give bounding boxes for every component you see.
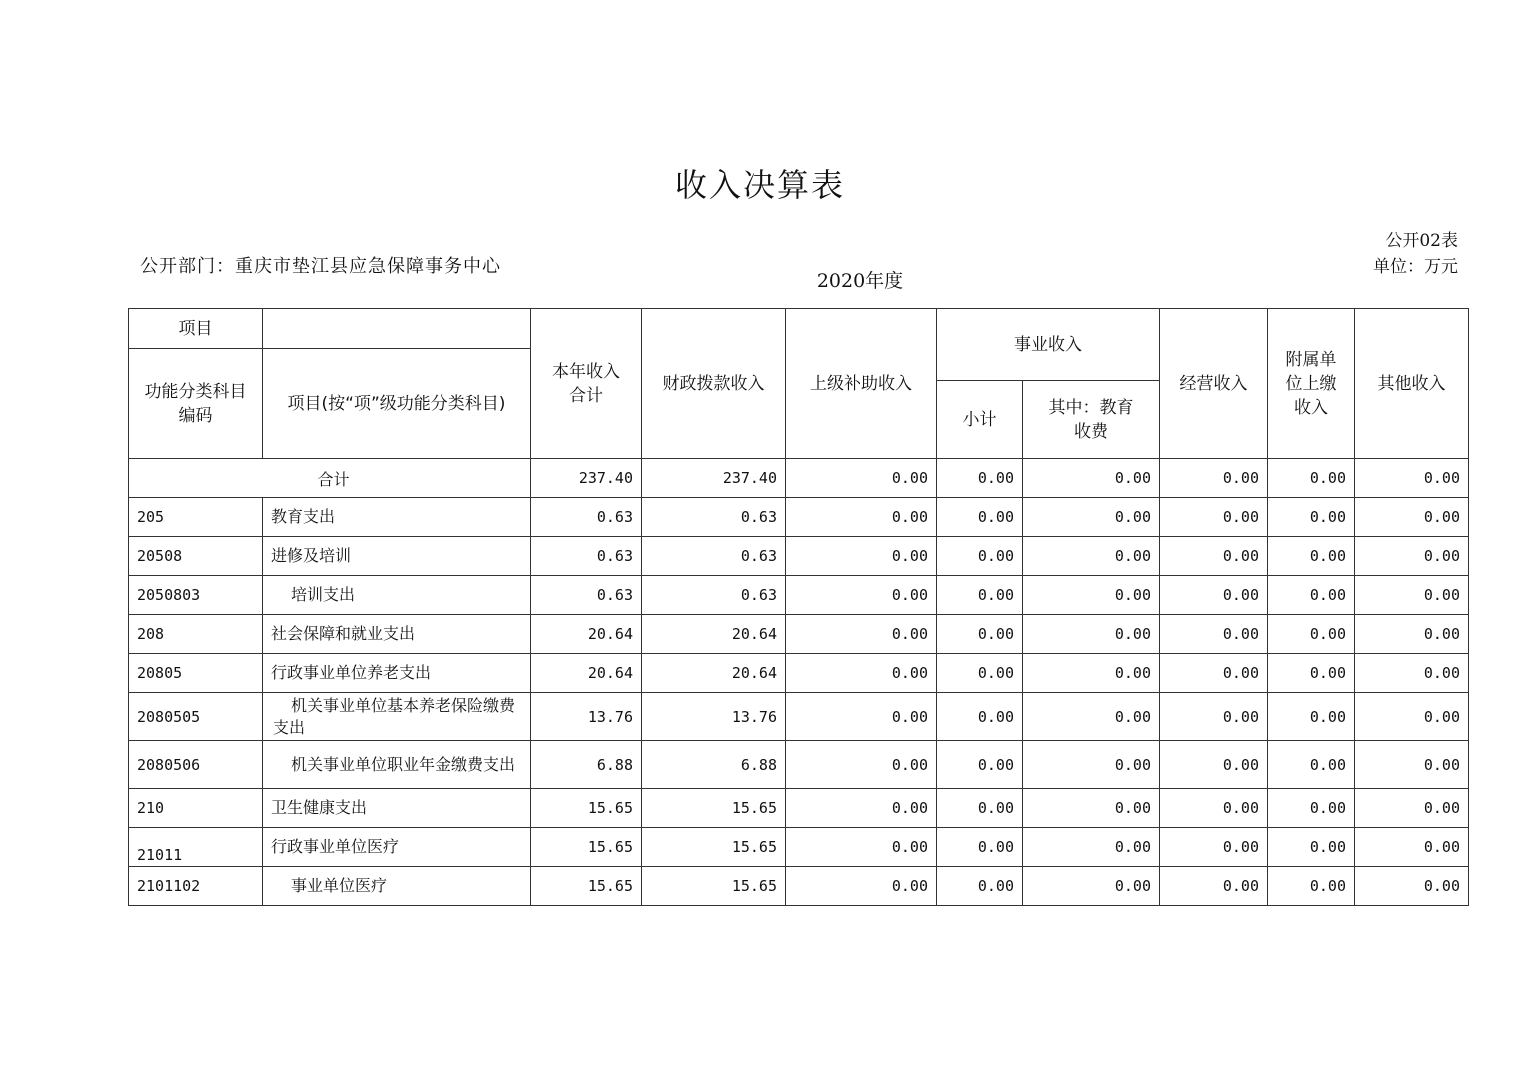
header-total: 本年收入合计: [531, 309, 642, 459]
table-body: [129, 459, 1469, 906]
row-value: 0.00: [937, 654, 1023, 693]
row-value: 0.63: [642, 498, 786, 537]
row-value: 0.00: [937, 828, 1023, 867]
total-cell: 0.00: [1160, 459, 1268, 498]
table-row: [129, 741, 1469, 789]
row-value: 0.00: [1023, 576, 1160, 615]
row-value: 0.00: [1355, 741, 1469, 789]
row-value: 0.00: [786, 789, 937, 828]
row-value: 0.00: [1023, 537, 1160, 576]
total-cell: 0.00: [786, 459, 937, 498]
header-code: 功能分类科目编码: [129, 349, 263, 459]
row-value: 0.00: [1023, 741, 1160, 789]
row-value: 20.64: [531, 615, 642, 654]
header-superior: 上级补助收入: [786, 309, 937, 459]
row-value: 0.00: [1160, 654, 1268, 693]
row-value: 0.00: [1268, 828, 1355, 867]
row-code: 2101102: [129, 867, 263, 906]
row-value: 15.65: [642, 867, 786, 906]
row-value: 0.00: [1023, 654, 1160, 693]
total-cell: 0.00: [1023, 459, 1160, 498]
row-value: 0.00: [786, 867, 937, 906]
row-value: 0.00: [1268, 537, 1355, 576]
row-value: 0.00: [1160, 693, 1268, 741]
header-business: 事业收入: [937, 309, 1160, 381]
row-name: 社会保障和就业支出: [263, 615, 531, 654]
row-value: 0.63: [642, 576, 786, 615]
table-row: [129, 537, 1469, 576]
page-title: 收入决算表: [674, 166, 845, 204]
total-label: 合计: [129, 459, 531, 498]
row-value: 0.00: [1268, 789, 1355, 828]
row-value: 0.63: [531, 576, 642, 615]
row-value: 0.00: [1023, 498, 1160, 537]
row-value: 15.65: [531, 867, 642, 906]
row-value: 0.63: [642, 537, 786, 576]
row-value: 0.00: [1160, 576, 1268, 615]
row-value: 0.00: [1023, 615, 1160, 654]
row-name: 机关事业单位职业年金缴费支出: [263, 741, 531, 789]
table-row: [129, 576, 1469, 615]
total-cell: 0.00: [1355, 459, 1469, 498]
row-value: 0.00: [1355, 654, 1469, 693]
row-code: 208: [129, 615, 263, 654]
header-affiliated: 附属单位上缴收入: [1268, 309, 1355, 459]
row-value: 0.00: [1023, 828, 1160, 867]
row-code: 2050803: [129, 576, 263, 615]
row-value: 0.00: [1268, 693, 1355, 741]
row-value: 13.76: [531, 693, 642, 741]
header-operating: 经营收入: [1160, 309, 1268, 459]
row-value: 0.00: [1160, 741, 1268, 789]
table-row: [129, 615, 1469, 654]
row-name: 卫生健康支出: [263, 789, 531, 828]
row-value: 0.00: [1160, 498, 1268, 537]
header-name: 项目(按“项”级功能分类科目): [263, 349, 531, 459]
row-value: 0.00: [1268, 867, 1355, 906]
row-value: 0.00: [786, 654, 937, 693]
row-value: 0.00: [786, 537, 937, 576]
header-other: 其他收入: [1355, 309, 1469, 459]
income-table: [128, 308, 1469, 906]
unit-label: 单位：万元: [1373, 257, 1458, 277]
table-row: [129, 654, 1469, 693]
header-fiscal: 财政拨款收入: [642, 309, 786, 459]
row-value: 0.00: [1268, 654, 1355, 693]
row-code: 2080506: [129, 741, 263, 789]
row-value: 0.00: [1355, 498, 1469, 537]
row-value: 0.00: [1355, 576, 1469, 615]
row-code: 205: [129, 498, 263, 537]
row-value: 0.00: [1160, 789, 1268, 828]
row-value: 0.00: [1023, 693, 1160, 741]
row-name: 进修及培训: [263, 537, 531, 576]
row-value: 6.88: [531, 741, 642, 789]
row-value: 0.00: [937, 498, 1023, 537]
header-project: 项目: [129, 309, 263, 349]
table-row: [129, 498, 1469, 537]
row-value: 0.00: [937, 741, 1023, 789]
row-value: 0.00: [1355, 693, 1469, 741]
row-value: 0.00: [1160, 615, 1268, 654]
row-value: 0.00: [786, 498, 937, 537]
table-row: [129, 828, 1469, 867]
row-name: 行政事业单位养老支出: [263, 654, 531, 693]
row-value: 0.00: [1355, 828, 1469, 867]
row-code: 21011: [129, 828, 263, 867]
row-value: 0.00: [937, 615, 1023, 654]
total-cell: 0.00: [937, 459, 1023, 498]
table-row: [129, 867, 1469, 906]
table-number: 公开02表: [1385, 231, 1458, 251]
row-name: 行政事业单位医疗: [263, 828, 531, 867]
row-value: 0.00: [1355, 789, 1469, 828]
row-value: 0.63: [531, 498, 642, 537]
row-value: 0.00: [1160, 867, 1268, 906]
row-value: 20.64: [642, 615, 786, 654]
total-cell: 237.40: [642, 459, 786, 498]
header-edu-fee: 其中：教育收费: [1023, 381, 1160, 459]
table-row: [129, 789, 1469, 828]
row-value: 0.00: [786, 576, 937, 615]
table-header: [129, 309, 1469, 459]
row-value: 0.00: [786, 693, 937, 741]
row-name: 培训支出: [263, 576, 531, 615]
total-row: [129, 459, 1469, 498]
row-value: 0.00: [1355, 615, 1469, 654]
row-value: 20.64: [642, 654, 786, 693]
row-value: 0.00: [1355, 867, 1469, 906]
header-blank: [263, 309, 531, 349]
row-value: 0.00: [937, 867, 1023, 906]
row-code: 20805: [129, 654, 263, 693]
department-label: 公开部门：重庆市垫江县应急保障事务中心: [140, 256, 501, 277]
table-row: [129, 693, 1469, 741]
row-value: 0.00: [937, 789, 1023, 828]
row-value: 0.00: [1023, 789, 1160, 828]
row-value: 20.64: [531, 654, 642, 693]
row-value: 13.76: [642, 693, 786, 741]
row-value: 0.63: [531, 537, 642, 576]
row-name: 教育支出: [263, 498, 531, 537]
row-code: 2080505: [129, 693, 263, 741]
row-code: 210: [129, 789, 263, 828]
row-value: 0.00: [786, 741, 937, 789]
row-value: 0.00: [937, 693, 1023, 741]
row-value: 6.88: [642, 741, 786, 789]
row-value: 0.00: [1268, 576, 1355, 615]
row-value: 15.65: [642, 828, 786, 867]
row-value: 0.00: [937, 576, 1023, 615]
row-name: 机关事业单位基本养老保险缴费支出: [263, 693, 531, 741]
row-value: 0.00: [786, 828, 937, 867]
total-cell: 0.00: [1268, 459, 1355, 498]
row-value: 0.00: [937, 537, 1023, 576]
row-name: 事业单位医疗: [263, 867, 531, 906]
table-meta: [1328, 228, 1458, 280]
row-value: 0.00: [1023, 867, 1160, 906]
row-value: 0.00: [786, 615, 937, 654]
row-value: 0.00: [1268, 741, 1355, 789]
row-value: 0.00: [1268, 615, 1355, 654]
year-label: 2020年度: [816, 270, 904, 292]
row-value: 0.00: [1268, 498, 1355, 537]
row-value: 0.00: [1160, 537, 1268, 576]
row-value: 0.00: [1355, 537, 1469, 576]
row-value: 15.65: [531, 789, 642, 828]
header-subtotal: 小计: [937, 381, 1023, 459]
row-value: 0.00: [1160, 828, 1268, 867]
row-value: 15.65: [531, 828, 642, 867]
total-cell: 237.40: [531, 459, 642, 498]
row-value: 15.65: [642, 789, 786, 828]
row-code: 20508: [129, 537, 263, 576]
